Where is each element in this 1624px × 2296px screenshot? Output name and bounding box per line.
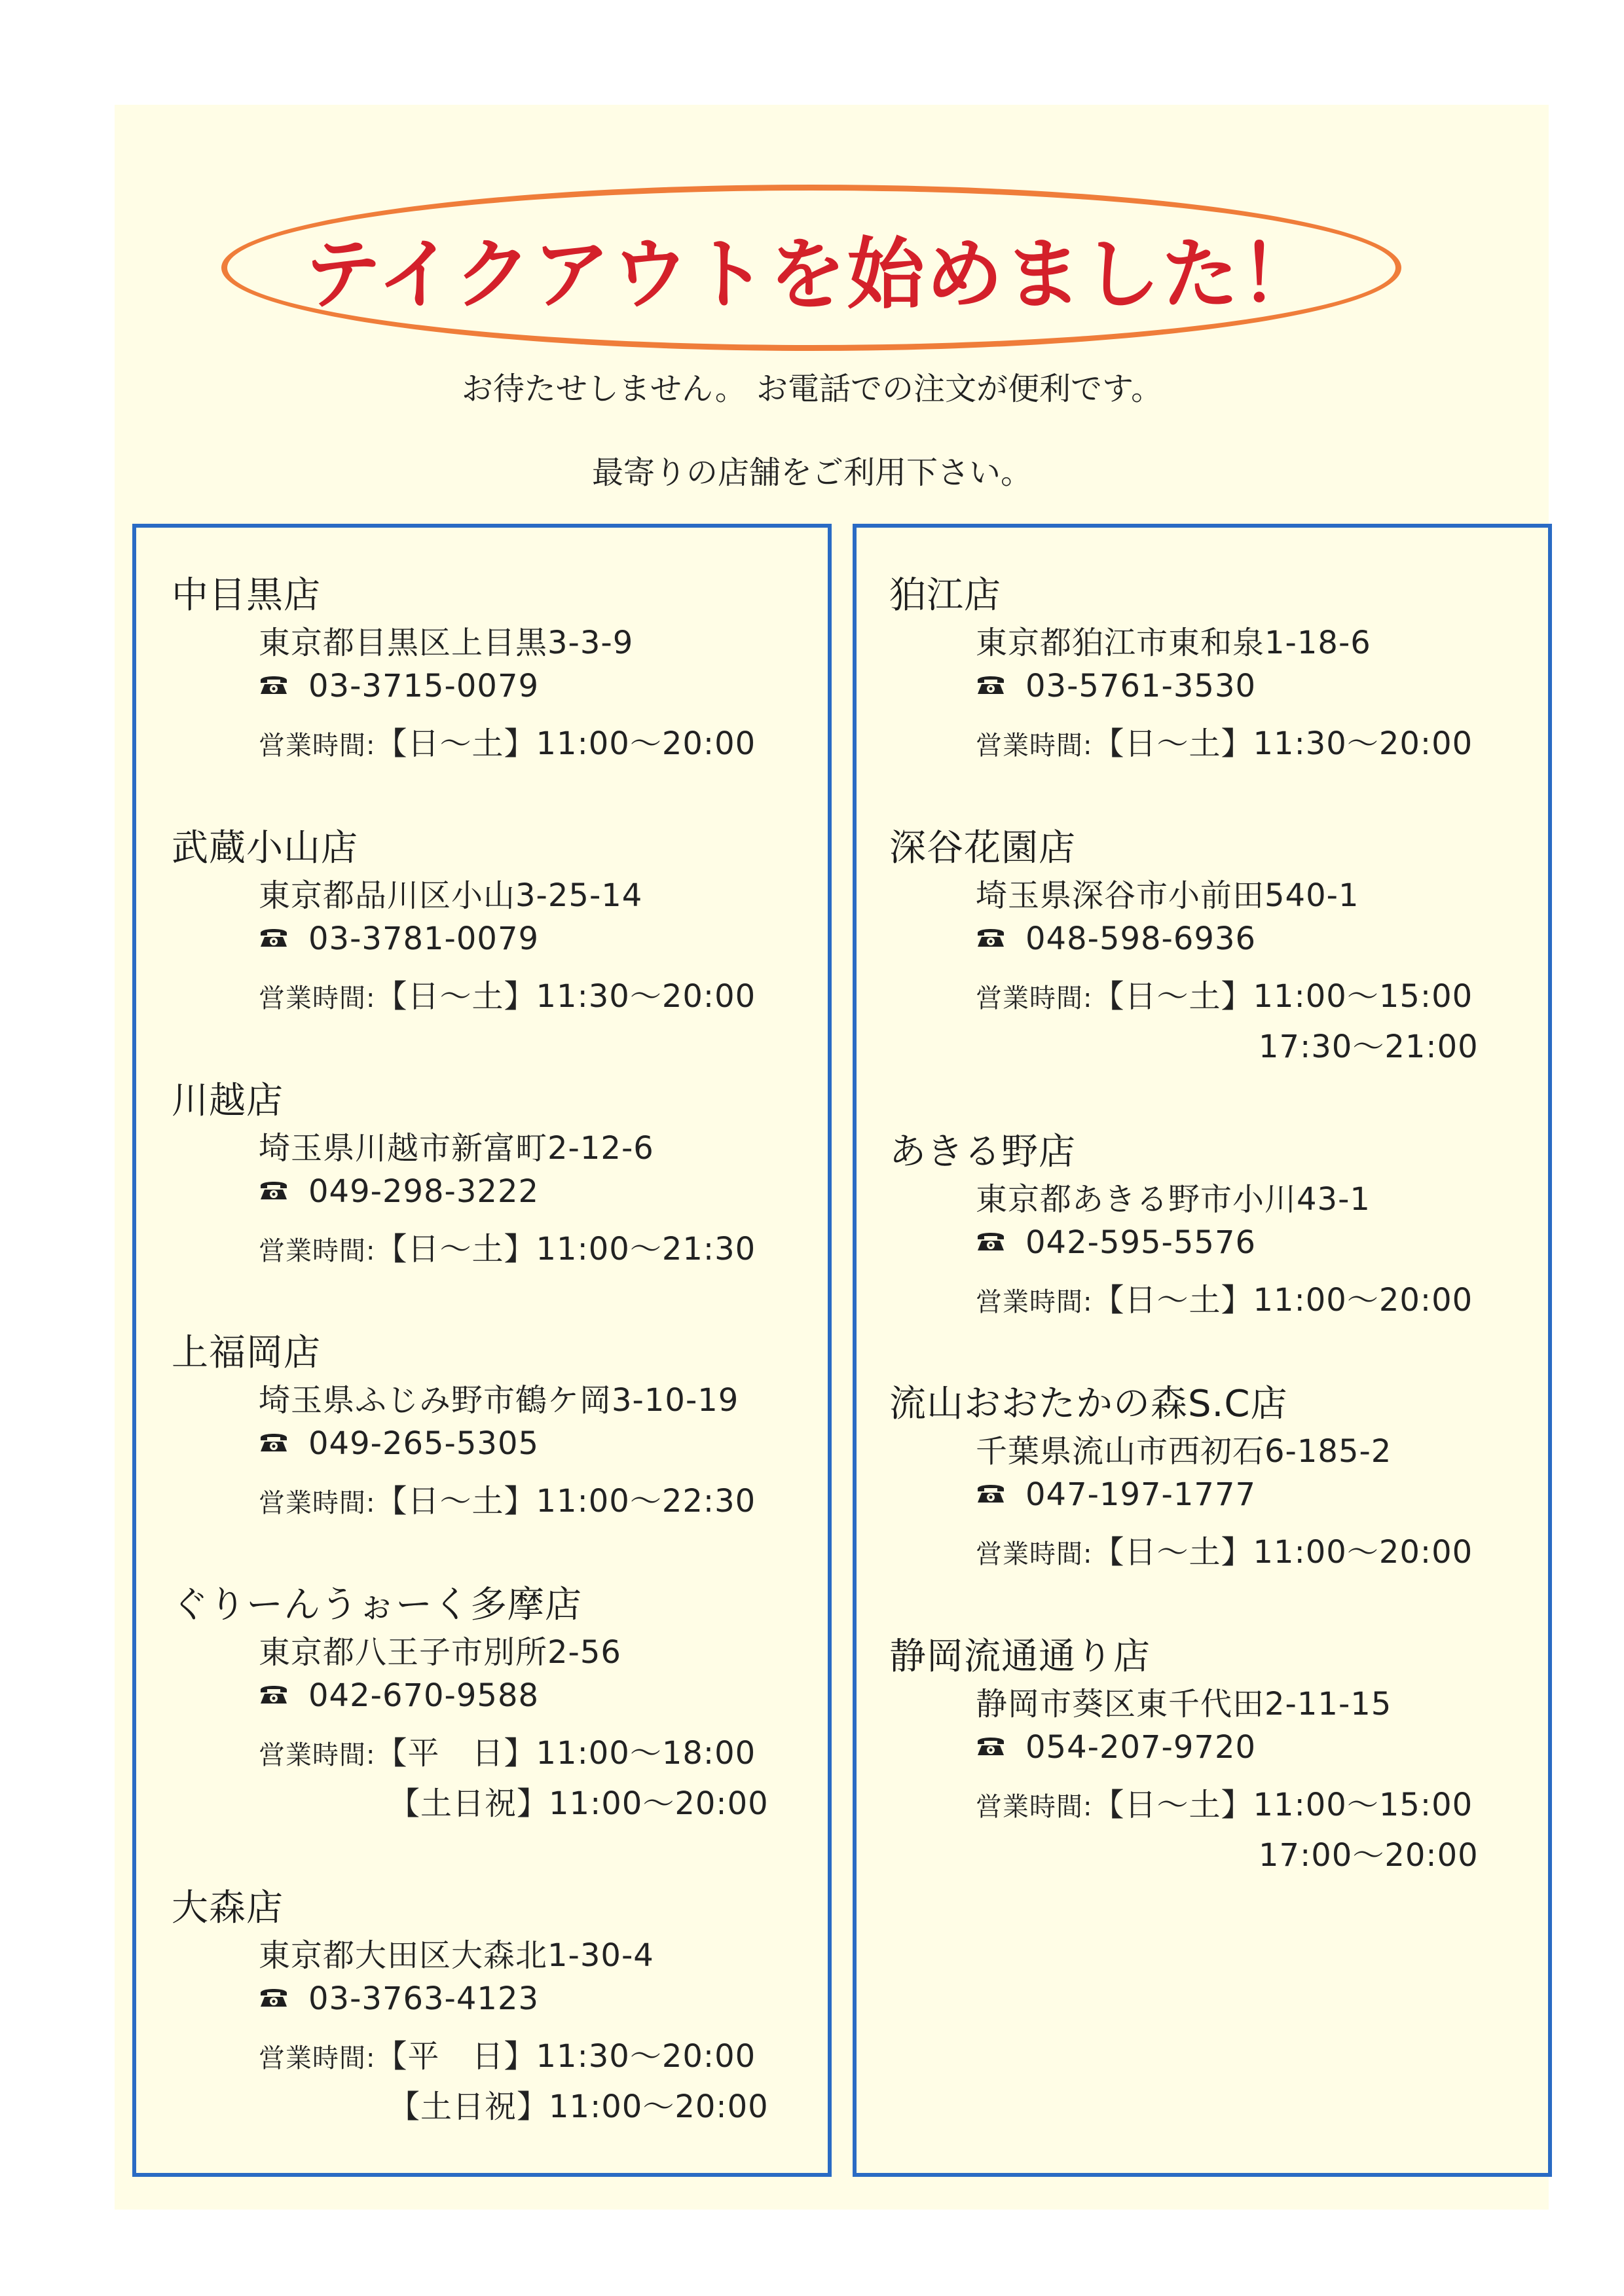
store-hours-row [259, 1728, 756, 1773]
store-phone-number: 049-298-3222 [308, 1173, 540, 1210]
store-hours: 【日～土】11:00～22:30 [375, 1483, 756, 1520]
store-hours: 【日～土】11:00～21:30 [375, 1231, 756, 1267]
store-address: 埼玉県ふじみ野市鶴ケ岡3-10-19 [259, 1382, 739, 1419]
store-phone-row [259, 920, 539, 959]
telephone-icon [976, 1476, 1006, 1512]
store-hours: 【平 日】11:30～20:00 [375, 2038, 756, 2075]
store-name: 中目黒店 [172, 574, 321, 617]
store-phone-number: 03-5761-3530 [1025, 668, 1257, 704]
store-phone-number: 049-265-5305 [308, 1425, 540, 1462]
subtitle-phone-order: お待たせしません。 お電話での注文が便利です。 [461, 371, 1163, 407]
hours-label: 営業時間: [976, 1539, 1093, 1569]
hours-label: 営業時間: [976, 983, 1093, 1013]
store-hours-row [976, 718, 1473, 763]
hours-label: 営業時間: [259, 1740, 376, 1770]
store-address: 東京都あきる野市小川43-1 [976, 1181, 1371, 1218]
store-phone-number: 03-3763-4123 [308, 1980, 540, 2017]
store-name: 深谷花園店 [889, 827, 1076, 869]
store-phone-number: 042-670-9588 [308, 1677, 540, 1714]
store-phone-row [976, 1224, 1256, 1263]
store-phone-row [259, 1425, 539, 1464]
store-name: 川越店 [172, 1080, 284, 1122]
telephone-icon [259, 1677, 289, 1713]
store-hours-row [259, 971, 756, 1016]
hours-label: 営業時間: [976, 731, 1093, 761]
hours-label: 営業時間: [259, 1236, 376, 1266]
hours-label: 営業時間: [976, 1287, 1093, 1317]
page-title: テイクアウトを始めました！ [304, 229, 1319, 319]
store-phone-row [976, 1729, 1256, 1768]
store-name: 流山おおたかの森S.C店 [889, 1383, 1288, 1425]
store-phone-number: 054-207-9720 [1025, 1729, 1257, 1766]
hours-label: 営業時間: [976, 1792, 1093, 1822]
store-hours-extra: 17:00～20:00 [1259, 1837, 1479, 1874]
telephone-icon [259, 1173, 289, 1209]
store-phone-number: 047-197-1777 [1025, 1476, 1257, 1513]
store-phone-row [259, 1677, 539, 1716]
store-phone-number: 042-595-5576 [1025, 1224, 1257, 1261]
store-phone-number: 03-3715-0079 [308, 668, 540, 704]
hours-label: 営業時間: [259, 1488, 376, 1518]
store-hours: 【日～土】11:00～20:00 [375, 725, 756, 762]
store-address: 静岡市葵区東千代田2-11-15 [976, 1686, 1392, 1722]
telephone-icon [259, 667, 289, 704]
store-hours: 【日～土】11:30～20:00 [1092, 725, 1473, 762]
store-hours: 【平 日】11:00～18:00 [375, 1735, 756, 1772]
store-phone-number: 048-598-6936 [1025, 920, 1257, 957]
store-hours: 【日～土】11:00～15:00 [1092, 978, 1473, 1015]
store-phone-row [976, 668, 1256, 706]
telephone-icon [259, 920, 289, 957]
store-hours-extra: 17:30～21:00 [1259, 1029, 1479, 1065]
store-name: 静岡流通通り店 [889, 1635, 1151, 1678]
store-hours-row [259, 1476, 756, 1521]
store-name: 大森店 [172, 1887, 284, 1929]
store-phone-row [259, 668, 539, 706]
store-name: 狛江店 [889, 574, 1001, 617]
store-address: 東京都大田区大森北1-30-4 [259, 1937, 654, 1974]
hours-label: 営業時間: [259, 983, 376, 1013]
store-phone-row [976, 920, 1256, 959]
store-hours-extra: 【土日祝】11:00～20:00 [388, 2088, 769, 2125]
store-phone-row [976, 1476, 1256, 1515]
telephone-icon [976, 1224, 1006, 1260]
store-address: 東京都品川区小山3-25-14 [259, 877, 643, 914]
store-hours: 【日～土】11:30～20:00 [375, 978, 756, 1015]
store-hours-row [259, 1224, 756, 1269]
store-hours-row [259, 2031, 756, 2076]
store-name: 武蔵小山店 [172, 827, 358, 869]
store-phone-row [259, 1980, 539, 2019]
store-address: 東京都狛江市東和泉1-18-6 [976, 625, 1371, 661]
store-name: 上福岡店 [172, 1332, 321, 1374]
store-address: 埼玉県川越市新富町2-12-6 [259, 1130, 654, 1167]
store-name: ぐりーんうぉーく多摩店 [172, 1584, 582, 1626]
hours-label: 営業時間: [259, 2043, 376, 2073]
store-address: 埼玉県深谷市小前田540-1 [976, 877, 1359, 914]
telephone-icon [976, 1728, 1006, 1765]
store-hours-row [259, 718, 756, 763]
store-address: 千葉県流山市西初石6-185-2 [976, 1433, 1392, 1470]
store-phone-number: 03-3781-0079 [308, 920, 540, 957]
telephone-icon [976, 667, 1006, 704]
telephone-icon [259, 1425, 289, 1461]
store-hours-row [976, 1527, 1473, 1572]
store-hours-extra: 【土日祝】11:00～20:00 [388, 1785, 769, 1822]
telephone-icon [976, 920, 1006, 957]
right-store-list [853, 524, 1552, 2177]
store-hours-row [976, 1779, 1473, 1825]
store-address: 東京都目黒区上目黒3-3-9 [259, 625, 634, 661]
subtitle-nearest-store: 最寄りの店舗をご利用下さい。 [591, 454, 1032, 491]
telephone-icon [259, 1980, 289, 2016]
store-hours-row [976, 1275, 1473, 1320]
store-name: あきる野店 [889, 1131, 1076, 1173]
store-hours-row [976, 971, 1473, 1016]
hours-label: 営業時間: [259, 731, 376, 761]
store-hours: 【日～土】11:00～20:00 [1092, 1534, 1473, 1571]
store-address: 東京都八王子市別所2-56 [259, 1634, 621, 1671]
store-hours: 【日～土】11:00～20:00 [1092, 1282, 1473, 1319]
store-phone-row [259, 1173, 539, 1212]
store-hours: 【日～土】11:00～15:00 [1092, 1787, 1473, 1823]
